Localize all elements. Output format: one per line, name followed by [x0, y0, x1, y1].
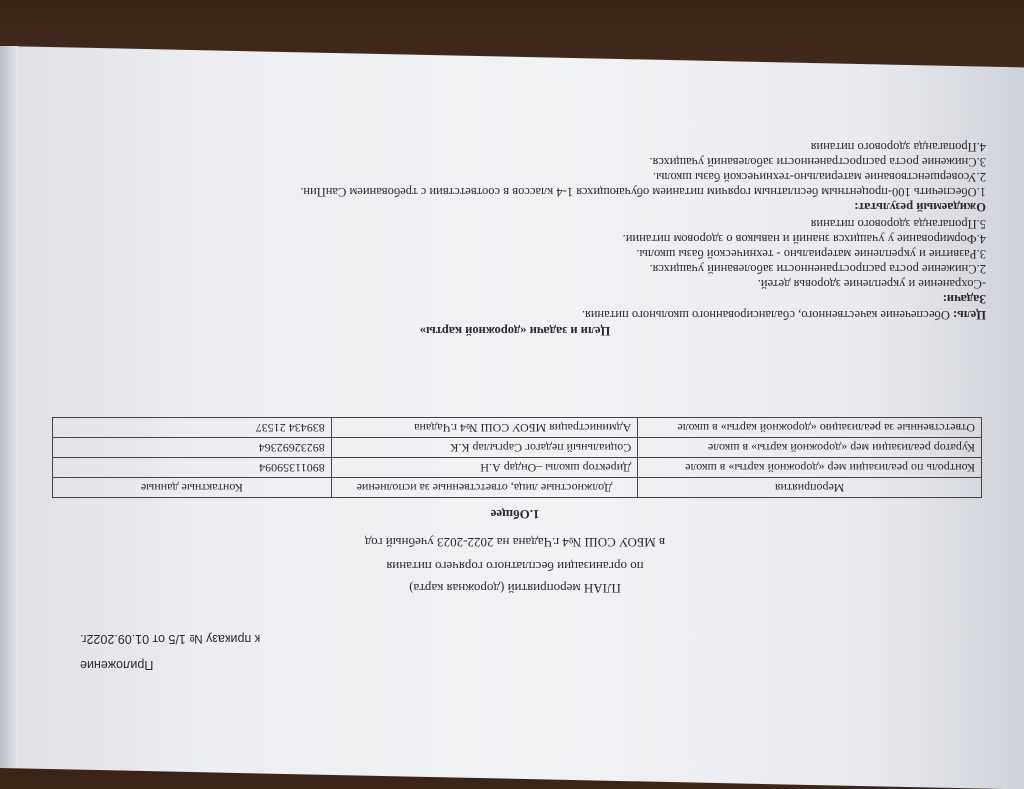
- appendix-order: к приказу № 1/5 от 01.09.2022г.: [80, 632, 261, 646]
- expected-label: Ожидаемый результат:: [854, 200, 986, 214]
- table-cell: Ответственные за реализацию «дорожной карты» в школе: [638, 418, 982, 438]
- table-cell: Контроль по реализации мер «дорожной карты» в школе: [638, 458, 982, 478]
- expected-block: [46, 139, 986, 214]
- appendix-header: [80, 626, 260, 678]
- list-item: 2.Усовершенствование материально-технической базы школы.: [652, 170, 986, 184]
- list-item: 4.Формирование у учащихся знаний и навыков о здоровом питании.: [622, 232, 986, 246]
- table-header-cell: Мероприятия: [638, 478, 982, 498]
- table-cell: Администрация МБОУ СОШ №4 г.Чадана: [331, 418, 638, 438]
- table-header-cell: Должностные лица, ответственные за исполнение: [331, 478, 638, 498]
- goal-paragraph: [46, 307, 986, 322]
- goals-heading: Цели и задачи «дорожной карты»: [419, 324, 611, 338]
- list-item: 2.Снижение роста распространенности заболеваний учащихся.: [649, 262, 986, 276]
- plan-title: ПЛАН мероприятий (дорожная карта): [409, 581, 621, 596]
- goal-label: Цель:: [952, 308, 986, 322]
- section-heading: 1.Общее: [490, 507, 540, 522]
- list-item: 3.Снижение роста распространенности заболеваний учащихся.: [649, 155, 986, 169]
- appendix-label: Приложение: [80, 658, 154, 672]
- table-header-cell: Контактные данные: [53, 478, 332, 498]
- table-cell: 89011359094: [53, 458, 332, 478]
- responsibility-table: [52, 417, 982, 498]
- table-cell: Директор школы –Ондар А.Н: [331, 458, 638, 478]
- table-cell: Куратор реализации мер «дорожной карты» в школе: [638, 438, 982, 458]
- list-item: 3.Развитие и укрепление материально - технической базы школы.: [636, 247, 986, 261]
- table-cell: 89232692364: [53, 438, 332, 458]
- goal-text: Обеспечение качественного, сбалансированного школьного питания.: [581, 308, 953, 322]
- table-header-row: [53, 478, 982, 498]
- table-cell: Социальный педагог Саргылар К.К: [331, 438, 638, 458]
- table-cell: 839434 21537: [53, 418, 332, 438]
- document-content: [40, 70, 990, 690]
- list-item: 1.Обеспечить 100-процентным бесплатным горячим питанием обучающихся 1-4 классов в соответствии с требованием СанПин.: [300, 185, 986, 199]
- tasks-label: Задачи:: [942, 292, 986, 306]
- plan-school-line: в МБОУ СОШ №4 г.Чадана на 2022-2023 учебный год: [364, 535, 666, 550]
- list-item: 4.Пропаганда здорового питания: [810, 140, 986, 154]
- table-row: [53, 458, 982, 478]
- list-item: -Сохранение и укрепление здоровья детей.: [757, 277, 986, 291]
- plan-subtitle: по организации бесплатного горячего питания: [386, 559, 644, 574]
- list-item: 5.Пропаганда здорового питания: [810, 217, 986, 231]
- tasks-block: [46, 216, 986, 306]
- table-row: [53, 418, 982, 438]
- paper-fold: [0, 46, 18, 768]
- table-row: [53, 438, 982, 458]
